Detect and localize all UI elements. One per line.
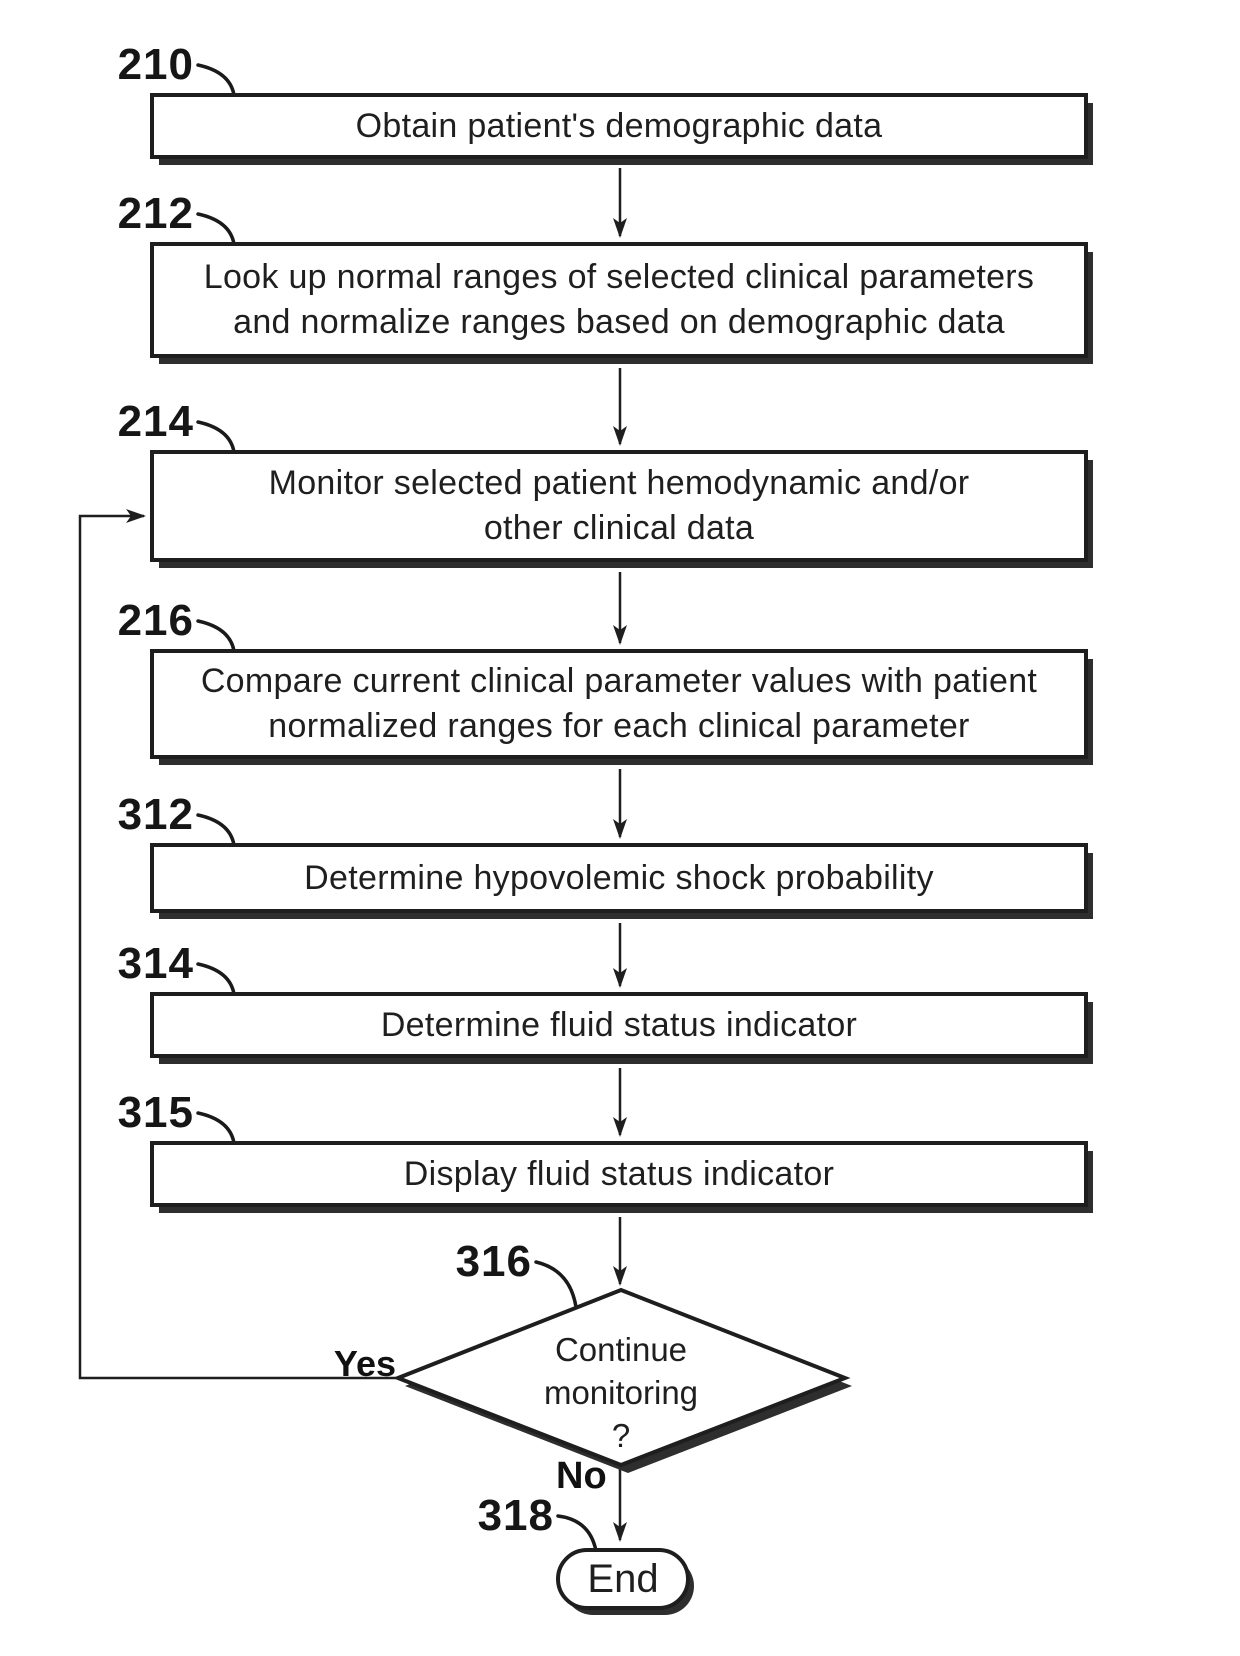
ref-label-210: 210: [117, 40, 194, 89]
end-node-318: [556, 1548, 690, 1610]
ref-label-316: 316: [455, 1237, 532, 1286]
leader-314: [198, 964, 234, 994]
flow-step-216: [150, 649, 1088, 759]
leader-316: [536, 1262, 576, 1307]
flow-step-314: [150, 992, 1088, 1058]
leader-212: [198, 214, 234, 244]
flow-step-210: [150, 93, 1088, 159]
branch-label-no: No: [556, 1455, 607, 1497]
ref-label-315: 315: [117, 1088, 194, 1137]
flow-step-212: [150, 242, 1088, 358]
flow-step-315-text: Display fluid status indicator: [403, 1154, 835, 1193]
leader-214: [198, 422, 234, 452]
ref-label-314: 314: [117, 939, 194, 988]
flow-step-216-text-line2: normalized ranges for each clinical parameter: [268, 707, 970, 745]
leader-318: [558, 1516, 596, 1551]
flow-step-212-text-line1: Look up normal ranges of selected clinical parameters: [203, 258, 1035, 296]
leader-216: [198, 621, 234, 651]
branch-label-yes: Yes: [333, 1343, 396, 1384]
decision-316-text-line2: monitoring: [543, 1374, 699, 1411]
leader-312: [198, 815, 234, 845]
flow-step-315: [150, 1141, 1088, 1207]
flow-step-314-text: Determine fluid status indicator: [380, 1005, 858, 1044]
flow-step-212-text-line2: and normalize ranges based on demographic data: [233, 303, 1005, 341]
flow-step-216-text-line1: Compare current clinical parameter values with patient: [200, 662, 1038, 700]
leader-210: [198, 65, 234, 95]
leader-315: [198, 1113, 234, 1143]
flow-step-312: [150, 843, 1088, 913]
decision-316-text-line3: ?: [611, 1417, 631, 1454]
ref-label-318: 318: [477, 1491, 554, 1540]
ref-label-312: 312: [117, 790, 194, 839]
ref-label-214: 214: [117, 397, 194, 446]
flow-step-210-text: Obtain patient's demographic data: [355, 106, 883, 145]
end-node-label: End: [587, 1556, 659, 1601]
flow-step-214-text-line1: Monitor selected patient hemodynamic and/or: [268, 464, 970, 502]
decision-316-text: [471, 1328, 771, 1457]
flow-step-312-text: Determine hypovolemic shock probability: [304, 858, 934, 897]
ref-label-216: 216: [117, 596, 194, 645]
flow-step-214-text-line2: other clinical data: [483, 509, 755, 547]
flow-step-214: [150, 450, 1088, 562]
decision-316-text-line1: Continue: [554, 1331, 688, 1368]
ref-label-212: 212: [117, 189, 194, 238]
